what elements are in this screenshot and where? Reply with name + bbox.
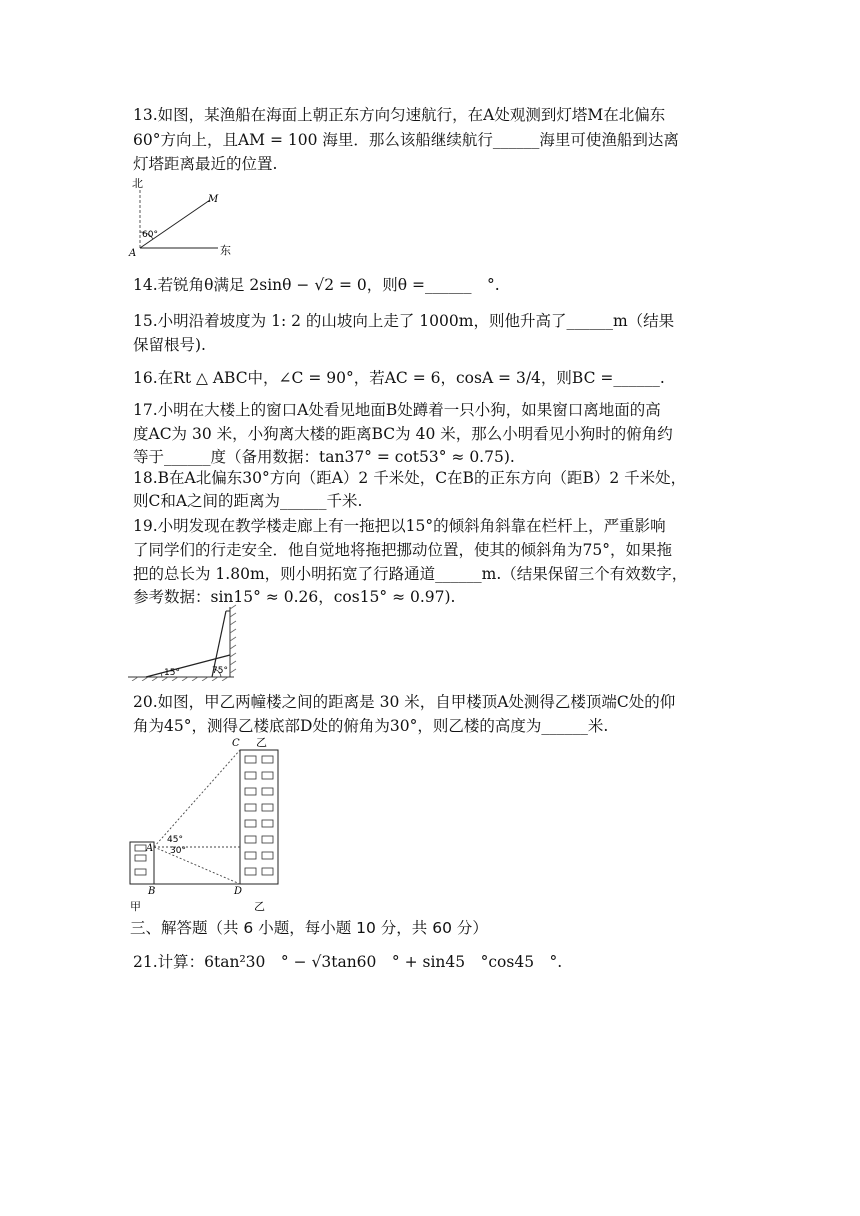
q19-line-1: 19.小明发现在教学楼走廊上有一拖把以15°的倾斜角斜靠在栏杆上，严重影响 <box>133 517 666 535</box>
q17-line-1: 17.小明在大楼上的窗口A处看见地面B处蹲着一只小狗，如果窗口离地面的高 <box>133 401 661 419</box>
q16-line-1: 16.在Rt △ ABC中，∠C = 90°，若AC = 6，cosA = 3/4，则BC =______. <box>133 369 665 387</box>
q20-point-a: A <box>146 843 154 854</box>
q13-angle-label: 60° <box>142 230 158 240</box>
q20-yi-top: 乙 <box>256 736 267 749</box>
q20-point-c: C <box>232 738 240 749</box>
q19-line-3: 把的总长为 1.80m，则小明拓宽了行路通道______m.（结果保留三个有效数字， <box>133 565 688 583</box>
q20-line-2: 角为45°，测得乙楼底部D处的俯角为30°，则乙楼的高度为______米. <box>133 717 609 735</box>
q20-yi-bottom: 乙 <box>254 900 265 913</box>
q18-line-2: 则C和A之间的距离为______千米. <box>133 492 363 510</box>
q15-line-1: 15.小明沿着坡度为 1: 2 的山坡向上走了 1000m，则他升高了______m（结果 <box>133 312 675 330</box>
q20-angle-45: 45° <box>167 835 183 845</box>
q19-line-2: 了同学们的行走安全．他自觉地将拖把挪动位置，使其的倾斜角为75°，如果拖 <box>133 541 672 559</box>
q13-line-2: 60°方向上，且AM = 100 海里．那么该船继续航行______海里可使渔船到达离 <box>133 131 679 149</box>
q13-point-a: A <box>129 248 137 259</box>
q20-figure <box>126 734 286 914</box>
q14-line-1: 14.若锐角θ满足 2sinθ − √2 = 0，则θ =______ °. <box>133 276 500 294</box>
q20-angle-30: 30° <box>170 846 186 856</box>
q13-figure <box>126 174 246 264</box>
q18-line-1: 18.B在A北偏东30°方向（距A）2 千米处，C在B的正东方向（距B）2 千米处， <box>133 469 687 487</box>
q19-figure <box>128 603 240 681</box>
q19-angle-15: 15° <box>164 668 180 678</box>
q19-angle-75: 75° <box>212 666 228 676</box>
q19-line-4: 参考数据：sin15° ≈ 0.26，cos15° ≈ 0.97). <box>133 588 456 606</box>
q13-point-m: M <box>208 194 219 205</box>
q21-line-1: 21.计算：6tan²30 ° − √3tan60 ° + sin45 °cos45 °. <box>133 953 563 971</box>
section-3-heading: 三、解答题（共 6 小题，每小题 10 分，共 60 分） <box>130 919 488 937</box>
q13-east-label: 东 <box>220 244 231 257</box>
q17-line-2: 度AC为 30 米，小狗离大楼的距离BC为 40 米，那么小明看见小狗时的俯角约 <box>133 425 673 443</box>
q13-line-3: 灯塔距离最近的位置. <box>133 155 278 173</box>
q17-line-3: 等于______度（备用数据：tan37° = cot53° ≈ 0.75). <box>133 448 515 466</box>
q13-north-label: 北 <box>132 177 143 190</box>
q20-point-b: B <box>148 886 156 897</box>
q20-line-1: 20.如图，甲乙两幢楼之间的距离是 30 米，自甲楼顶A处测得乙楼顶端C处的仰 <box>133 693 676 711</box>
q20-point-d: D <box>234 886 243 897</box>
q20-jia-label: 甲 <box>130 900 141 913</box>
q13-line-1: 13.如图，某渔船在海面上朝正东方向匀速航行，在A处观测到灯塔M在北偏东 <box>133 106 666 124</box>
q15-line-2: 保留根号). <box>133 336 206 354</box>
